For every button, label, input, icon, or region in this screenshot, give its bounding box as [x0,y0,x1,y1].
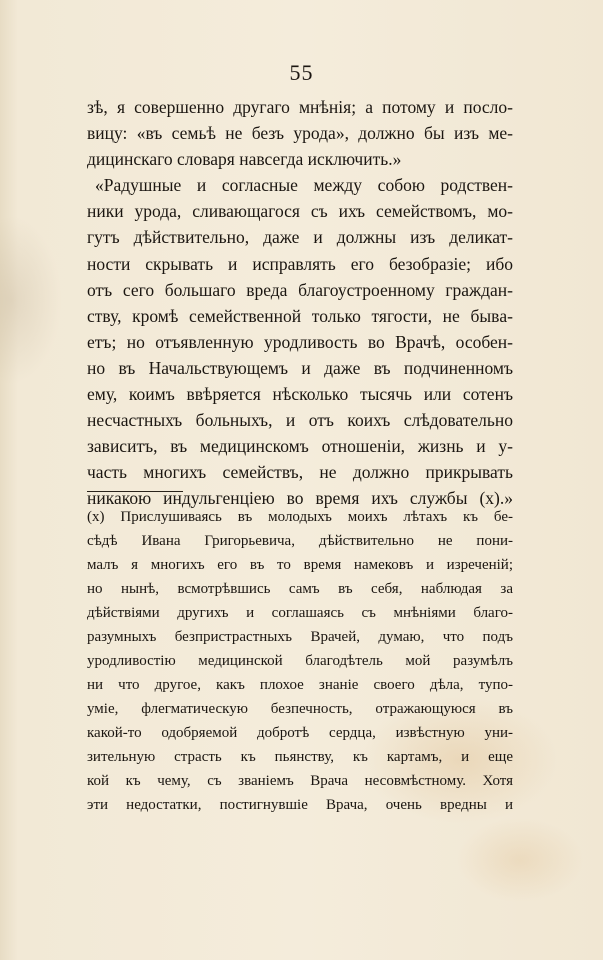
text-line: гутъ дѣйствительно, даже и должны изъ деликат- [87,227,513,248]
footnote-line: ни что другое, какъ плохое знаніе своего дѣла, тупо- [87,677,513,693]
page-number: 55 [289,60,314,85]
footnote-line: дѣйствіями другихъ и соглашаясь съ мнѣніями благо- [87,605,513,621]
text-line: «Радушные и согласные между собою родствен- [95,175,513,196]
footnote-block [87,505,513,817]
footnote-line: но нынѣ, всмотрѣвшись самъ въ себя, наблюдая за [87,581,513,597]
text-line: несчастныхъ больныхъ, и отъ коихъ слѣдовательно [87,410,513,431]
footnote-line: уродливостію медицинской благодѣтель мой разумѣлъ [87,653,513,669]
footnote-divider [87,491,183,492]
text-line: ности скрывать и исправлять его безобразіе; ибо [87,253,513,274]
footnote-line: эти недостатки, постигнувшіе Врача, очень вредны и [87,797,513,813]
text-line: зависитъ, въ медицинскомъ отношеніи, жизнь и у- [87,436,513,457]
text-line: ники урода, сливающагося съ ихъ семействомъ, мо- [87,201,513,222]
main-text-block [87,94,513,512]
text-line: ству, кромѣ семейственной только тягости, не бывa- [87,305,513,326]
text-line: зѣ, я совершенно другаго мнѣнія; а потому и посло- [87,97,513,117]
footnote-line: зительную страсть къ пьянству, къ картамъ, и еще [87,749,513,765]
footnote-line: какой-то одобряемой добротѣ сердца, извѣстную уни- [87,725,513,741]
footnote-line: разумныхъ безпристрастныхъ Врачей, думаю, что подъ [87,629,513,645]
text-line: отъ сего большаго вреда благоустроенному граждан- [87,279,513,300]
footnote-line: сѣдѣ Ивана Григорьевича, дѣйствительно не пони- [87,533,513,549]
footnote-line: уміе, флегматическую безпечность, отражающуюся въ [87,701,513,717]
text-line: часть многихъ семействъ, не должно прикрывать [87,462,513,483]
text-line: етъ; но отъявленную уродливость во Врачѣ, особен- [87,331,513,352]
text-line: но въ Начальствующемъ и даже въ подчиненномъ [87,357,513,378]
text-line: никакою индульгенціею во время ихъ службы (х).» [87,488,513,509]
text-line: ему, коимъ ввѣряется нѣсколько тысячь или сотенъ [87,384,513,405]
footnote-line: (х) Прислушиваясь въ молодыхъ моихъ лѣтахъ къ бе- [87,509,513,525]
footnote-line: малъ я многихъ его въ то время намековъ и изреченій; [87,557,513,573]
text-line: дицинскаго словаря навсегда исключить.» [87,149,402,170]
text-line: вицу: «въ семьѣ не безъ урода», должно бы изъ ме- [87,123,513,144]
footnote-line: кой къ чему, съ званіемъ Врача несовмѣстному. Хотя [87,773,513,789]
